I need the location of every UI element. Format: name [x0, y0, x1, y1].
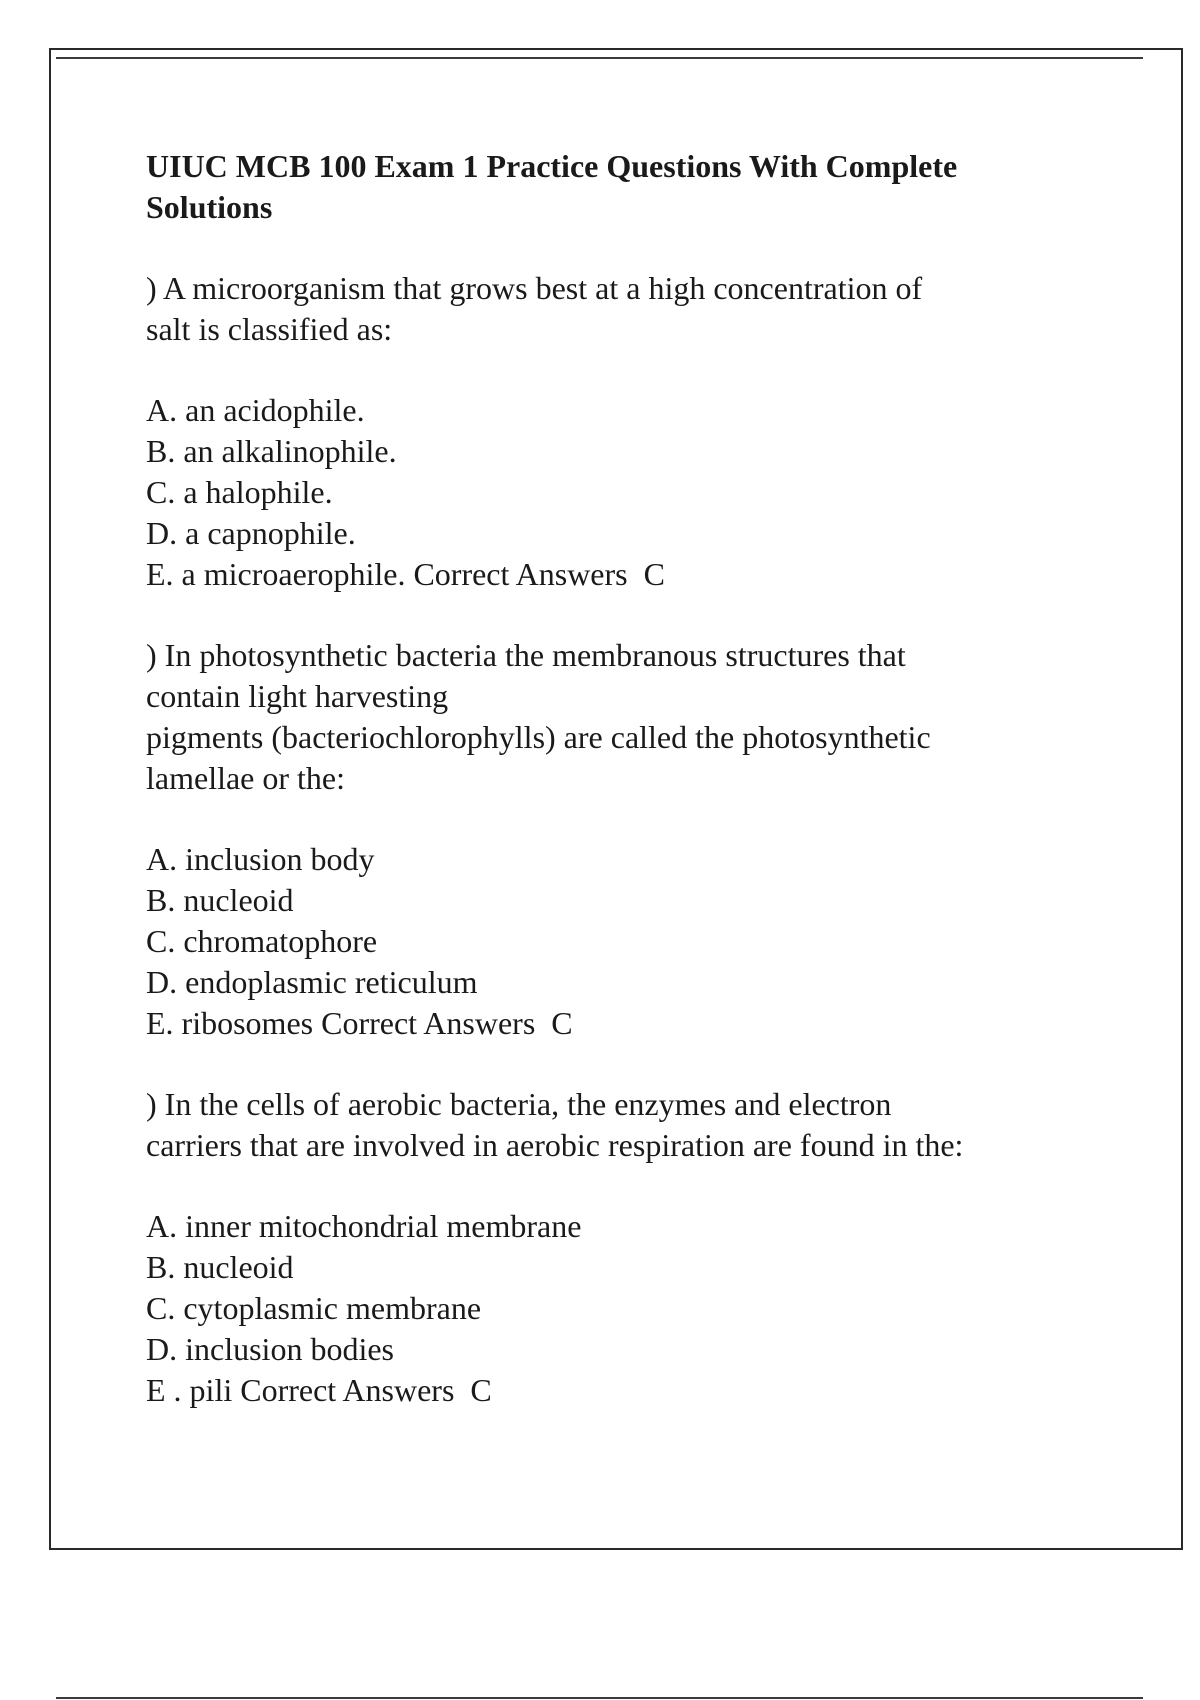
answer-option: B. an alkalinophile.	[146, 433, 397, 469]
question-3	[146, 1084, 1086, 1411]
answer-option: D. a capnophile.	[146, 515, 356, 551]
document-body	[146, 146, 1086, 1451]
answer-option: B. nucleoid	[146, 882, 294, 918]
question-2	[146, 635, 1086, 1044]
answer-option: D. inclusion bodies	[146, 1331, 394, 1367]
answer-option: A. an acidophile.	[146, 392, 365, 428]
footer-rule	[56, 1697, 1143, 1699]
answer-option: A. inner mitochondrial membrane	[146, 1208, 582, 1244]
question-1	[146, 268, 1086, 595]
answer-option: C. chromatophore	[146, 923, 378, 959]
answer-option: B. nucleoid	[146, 1249, 294, 1285]
header-rule	[56, 57, 1143, 59]
answer-option: A. inclusion body	[146, 841, 375, 877]
answer-options	[146, 839, 1086, 1044]
answer-option: E. a microaerophile. Correct Answers C	[146, 556, 665, 592]
answer-option: C. a halophile.	[146, 474, 333, 510]
answer-options	[146, 390, 1086, 595]
document-title: UIUC MCB 100 Exam 1 Practice Questions With Complete Solutions	[146, 148, 958, 225]
answer-options	[146, 1206, 1086, 1411]
answer-option: D. endoplasmic reticulum	[146, 964, 478, 1000]
question-stem: ) In the cells of aerobic bacteria, the enzymes and electron carriers that are involved in aerobic respiration are found in the:	[146, 1086, 964, 1163]
question-stem: ) A microorganism that grows best at a high concentration of salt is classified as:	[146, 270, 923, 347]
answer-option: E . pili Correct Answers C	[146, 1372, 492, 1408]
answer-option: E. ribosomes Correct Answers C	[146, 1005, 573, 1041]
question-stem: ) In photosynthetic bacteria the membranous structures that contain light harvesting pigments (bacteriochlorophylls) are called the photosynthetic lamellae or the:	[146, 637, 931, 796]
answer-option: C. cytoplasmic membrane	[146, 1290, 482, 1326]
